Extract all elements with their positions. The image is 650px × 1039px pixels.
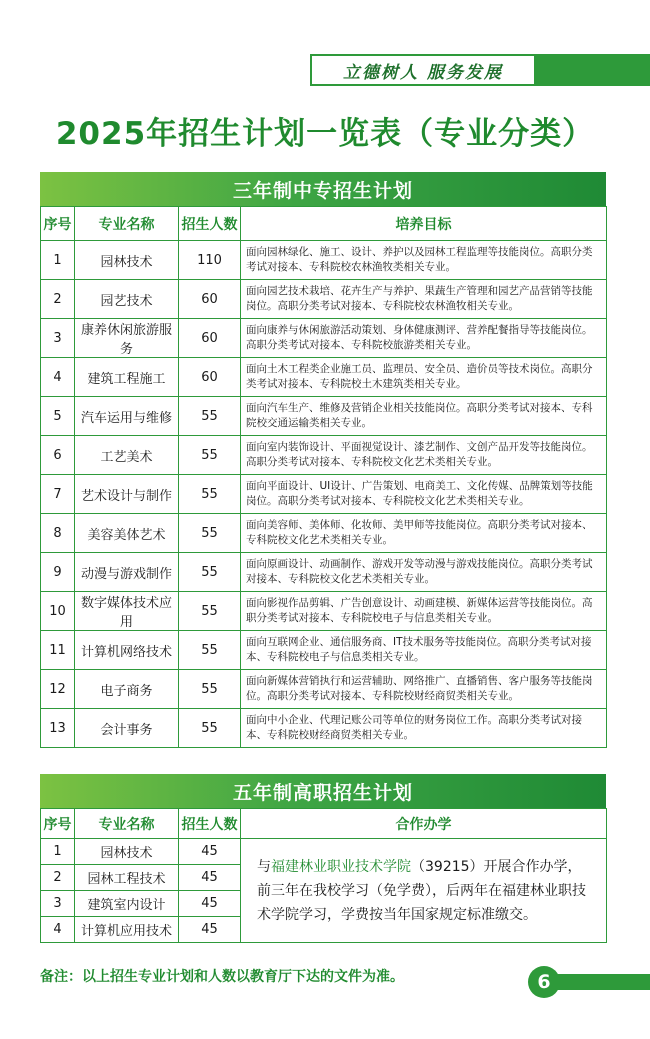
table-row <box>41 592 607 631</box>
enrollment-count: 55 <box>179 592 241 631</box>
table-row <box>41 475 607 514</box>
col-header-cooperation: 合作办学 <box>241 809 607 839</box>
row-number: 1 <box>41 241 75 280</box>
enrollment-count: 45 <box>179 917 241 943</box>
page-number: 6 <box>528 966 560 998</box>
major-name: 园林技术 <box>75 241 179 280</box>
page-title: 2025年招生计划一览表（专业分类） <box>55 116 595 152</box>
cooperation-text: （39215）开展合作办学，前三年在我校学习（免学费），后两年在福建林业职技术学院学习，学费按当年国家规定标准缴交。 <box>257 858 586 923</box>
section-header-three-year: 三年制中专招生计划 <box>40 172 606 206</box>
table-row <box>41 436 607 475</box>
enrollment-count: 45 <box>179 839 241 865</box>
training-goal: 面向园林绿化、施工、设计、养护以及园林工程监理等技能岗位。高职分类考试对接本、专科院校农林渔牧类相关专业。 <box>241 241 607 280</box>
section-header-five-year: 五年制高职招生计划 <box>40 774 606 808</box>
col-header-name: 专业名称 <box>75 207 179 241</box>
training-goal: 面向室内装饰设计、平面视觉设计、漆艺制作、文创产品开发等技能岗位。高职分类考试对接本、专科院校文化艺术类相关专业。 <box>241 436 607 475</box>
training-goal: 面向互联网企业、通信服务商、IT技术服务等技能岗位。高职分类考试对接本、专科院校电子与信息类相关专业。 <box>241 631 607 670</box>
enrollment-count: 55 <box>179 553 241 592</box>
training-goal: 面向康养与休闲旅游活动策划、身体健康测评、营养配餐指导等技能岗位。高职分类考试对接本、专科院校旅游类相关专业。 <box>241 319 607 358</box>
training-goal: 面向新媒体营销执行和运营辅助、网络推广、直播销售、客户服务等技能岗位。高职分类考试对接本、专科院校财经商贸类相关专业。 <box>241 670 607 709</box>
major-name: 计算机网络技术 <box>75 631 179 670</box>
enrollment-count: 55 <box>179 631 241 670</box>
enrollment-count: 45 <box>179 865 241 891</box>
training-goal: 面向原画设计、动画制作、游戏开发等动漫与游戏技能岗位。高职分类考试对接本、专科院校文化艺术类相关专业。 <box>241 553 607 592</box>
table-header-row <box>41 207 607 241</box>
row-number: 2 <box>41 865 75 891</box>
row-number: 4 <box>41 358 75 397</box>
row-number: 12 <box>41 670 75 709</box>
table-row <box>41 358 607 397</box>
table-row <box>41 241 607 280</box>
table-row <box>41 631 607 670</box>
major-name: 会计事务 <box>75 709 179 748</box>
col-header-count: 招生人数 <box>179 809 241 839</box>
training-goal: 面向影视作品剪辑、广告创意设计、动画建模、新媒体运营等技能岗位。高职分类考试对接本、专科院校电子与信息类相关专业。 <box>241 592 607 631</box>
training-goal: 面向园艺技术栽培、花卉生产与养护、果蔬生产管理和园艺产品营销等技能岗位。高职分类考试对接本、专科院校农林渔牧相关专业。 <box>241 280 607 319</box>
row-number: 3 <box>41 891 75 917</box>
slogan-banner: 立德树人 服务发展 <box>310 54 536 86</box>
three-year-plan-table <box>40 206 607 748</box>
major-name: 康养休闲旅游服务 <box>75 319 179 358</box>
training-goal: 面向平面设计、UI设计、广告策划、电商美工、文化传媒、品牌策划等技能岗位。高职分类考试对接本、专科院校文化艺术类相关专业。 <box>241 475 607 514</box>
five-year-plan-table <box>40 808 607 943</box>
table-header-row <box>41 809 607 839</box>
major-name: 建筑工程施工 <box>75 358 179 397</box>
enrollment-count: 60 <box>179 358 241 397</box>
major-name: 工艺美术 <box>75 436 179 475</box>
table-row <box>41 670 607 709</box>
row-number: 1 <box>41 839 75 865</box>
row-number: 5 <box>41 397 75 436</box>
col-header-count: 招生人数 <box>179 207 241 241</box>
table-row <box>41 280 607 319</box>
enrollment-count: 60 <box>179 280 241 319</box>
col-header-goal: 培养目标 <box>241 207 607 241</box>
row-number: 11 <box>41 631 75 670</box>
row-number: 2 <box>41 280 75 319</box>
footnote: 备注：以上招生专业计划和人数以教育厅下达的文件为准。 <box>40 969 404 985</box>
major-name: 电子商务 <box>75 670 179 709</box>
major-name: 数字媒体技术应用 <box>75 592 179 631</box>
enrollment-count: 110 <box>179 241 241 280</box>
major-name: 园林工程技术 <box>75 865 179 891</box>
enrollment-count: 55 <box>179 670 241 709</box>
col-header-no: 序号 <box>41 809 75 839</box>
table-row <box>41 839 607 865</box>
major-name: 园林技术 <box>75 839 179 865</box>
partner-school: 福建林业职业技术学院 <box>271 858 411 875</box>
table-row <box>41 397 607 436</box>
enrollment-count: 55 <box>179 397 241 436</box>
row-number: 4 <box>41 917 75 943</box>
row-number: 9 <box>41 553 75 592</box>
col-header-name: 专业名称 <box>75 809 179 839</box>
enrollment-count: 60 <box>179 319 241 358</box>
training-goal: 面向美容师、美体师、化妆师、美甲师等技能岗位。高职分类考试对接本、专科院校文化艺术类相关专业。 <box>241 514 607 553</box>
row-number: 8 <box>41 514 75 553</box>
row-number: 7 <box>41 475 75 514</box>
major-name: 动漫与游戏制作 <box>75 553 179 592</box>
major-name: 汽车运用与维修 <box>75 397 179 436</box>
row-number: 13 <box>41 709 75 748</box>
enrollment-count: 55 <box>179 436 241 475</box>
table-row <box>41 553 607 592</box>
training-goal: 面向汽车生产、维修及营销企业相关技能岗位。高职分类考试对接本、专科院校交通运输类相关专业。 <box>241 397 607 436</box>
row-number: 3 <box>41 319 75 358</box>
major-name: 计算机应用技术 <box>75 917 179 943</box>
cooperation-description <box>241 839 607 943</box>
training-goal: 面向土木工程类企业施工员、监理员、安全员、造价员等技术岗位。高职分类考试对接本、专科院校土木建筑类相关专业。 <box>241 358 607 397</box>
major-name: 艺术设计与制作 <box>75 475 179 514</box>
col-header-no: 序号 <box>41 207 75 241</box>
training-goal: 面向中小企业、代理记账公司等单位的财务岗位工作。高职分类考试对接本、专科院校财经商贸类相关专业。 <box>241 709 607 748</box>
table-row <box>41 319 607 358</box>
enrollment-count: 55 <box>179 709 241 748</box>
table-row <box>41 514 607 553</box>
enrollment-count: 55 <box>179 514 241 553</box>
major-name: 园艺技术 <box>75 280 179 319</box>
enrollment-count: 55 <box>179 475 241 514</box>
major-name: 建筑室内设计 <box>75 891 179 917</box>
cooperation-prefix: 与 <box>257 858 271 875</box>
enrollment-count: 45 <box>179 891 241 917</box>
row-number: 6 <box>41 436 75 475</box>
major-name: 美容美体艺术 <box>75 514 179 553</box>
table-row <box>41 709 607 748</box>
row-number: 10 <box>41 592 75 631</box>
slogan-accent-bar <box>536 54 650 86</box>
